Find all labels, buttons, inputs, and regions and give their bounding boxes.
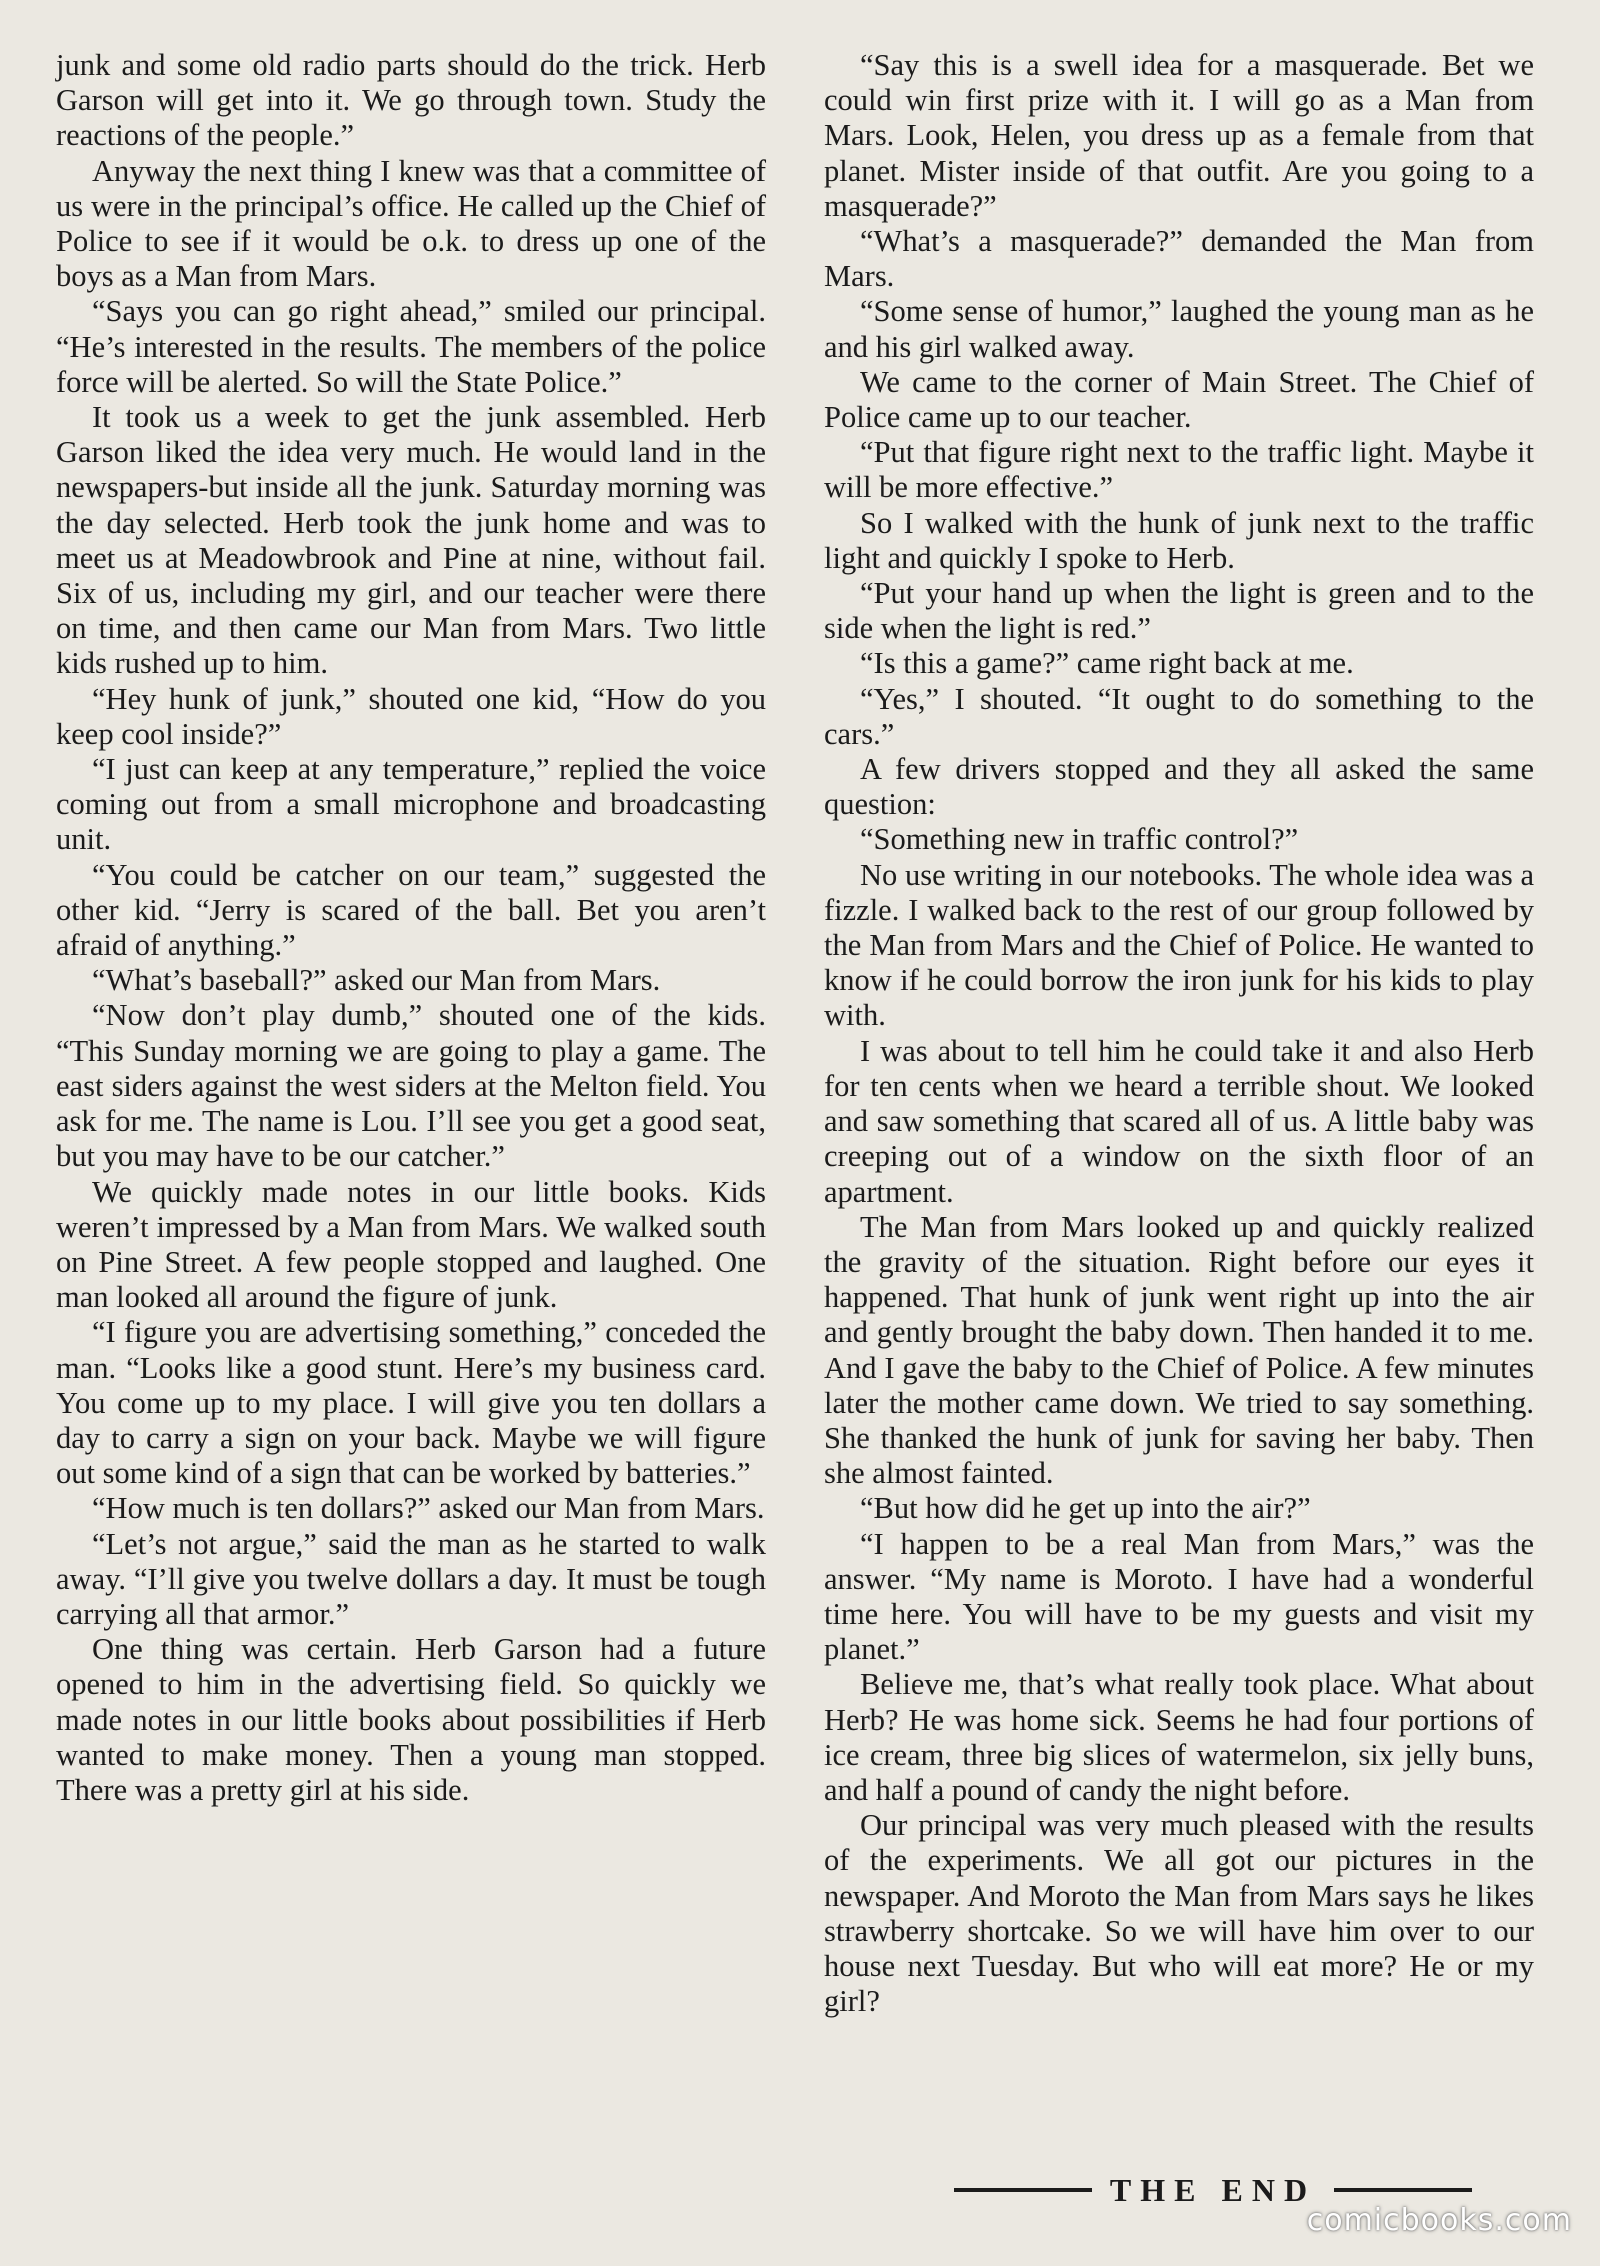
right-text-column xyxy=(824,48,1534,2019)
story-paragraph: “Say this is a swell idea for a masquerade. Bet we could win first prize with it. I will go as a Man from Mars. Look, Helen, you dress up as a female from that planet. Mister inside of that outfit. Are you going to a masquerade?” xyxy=(824,48,1534,223)
story-paragraph: It took us a week to get the junk assembled. Herb Garson liked the idea very much. He would land in the newspapers-but inside all the junk. Saturday morning was the day selected. Herb took the junk home and was to meet us at Meadowbrook and Pine at nine, without fail. Six of us, including my girl, and our teacher were there on time, and then came our Man from Mars. Two little kids rushed up to him. xyxy=(56,400,766,681)
story-paragraph: The Man from Mars looked up and quickly realized the gravity of the situation. Right before our eyes it happened. That hunk of junk went right up into the air and gently brought the baby down. Then handed it to me. And I gave the baby to the Chief of Police. A few minutes later the mother came down. We tried to say something. She thanked the hunk of junk for saving her baby. Then she almost fainted. xyxy=(824,1209,1534,1491)
story-paragraph: “Is this a game?” came right back at me. xyxy=(860,646,1354,681)
story-paragraph: “I just can keep at any temperature,” replied the voice coming out from a small microphone and broadcasting unit. xyxy=(56,752,766,857)
story-paragraph: “I happen to be a real Man from Mars,” was the answer. “My name is Moroto. I have had a wonderful time here. You will have to be my guests and visit my planet.” xyxy=(824,1526,1534,1667)
story-paragraph: junk and some old radio parts should do the trick. Herb Garson will get into it. We go through town. Study the reactions of the people.” xyxy=(56,48,766,153)
story-paragraph: We came to the corner of Main Street. The Chief of Police came up to our teacher. xyxy=(824,364,1534,435)
story-paragraph: “You could be catcher on our team,” suggested the other kid. “Jerry is scared of the ball. Bet you aren’t afraid of anything.” xyxy=(56,857,766,963)
story-paragraph: “Let’s not argue,” said the man as he started to walk away. “I’ll give you twelve dollars a day. It must be tough carrying all that armor.” xyxy=(56,1526,766,1631)
end-rule-left xyxy=(954,2188,1092,2192)
story-paragraph: “How much is ten dollars?” asked our Man from Mars. xyxy=(92,1491,765,1526)
story-paragraph: “Yes,” I shouted. “It ought to do something to the cars.” xyxy=(824,681,1534,751)
story-paragraph: Believe me, that’s what really took place. What about Herb? He was home sick. Seems he had four portions of ice cream, three big slices of watermelon, six jelly buns, and half a pound of candy the night before. xyxy=(824,1667,1534,1807)
story-paragraph: So I walked with the hunk of junk next to the traffic light and quickly I spoke to Herb. xyxy=(824,505,1534,575)
story-paragraph: We quickly made notes in our little books. Kids weren’t impressed by a Man from Mars. We walked south on Pine Street. A few people stopped and laughed. One man looked all around the figure of junk. xyxy=(56,1174,766,1315)
the-end-text: THE END xyxy=(1109,2171,1317,2208)
story-paragraph: “Put that figure right next to the traffic light. Maybe it will be more effective.” xyxy=(824,435,1534,505)
story-paragraph: “What’s a masquerade?” demanded the Man from Mars. xyxy=(824,224,1534,294)
story-paragraph: A few drivers stopped and they all asked the same question: xyxy=(824,752,1534,822)
story-paragraph: “Now don’t play dumb,” shouted one of the kids. “This Sunday morning we are going to play a game. The east siders against the west siders at the Melton field. You ask for me. The name is Lou. I’ll see you get a good seat, but you may have to be our catcher.” xyxy=(56,998,766,1174)
story-paragraph: Anyway the next thing I knew was that a committee of us were in the principal’s office. He called up the Chief of Police to see if it would be o.k. to dress up one of the boys as a Man from Mars. xyxy=(56,153,766,294)
story-paragraph: “Put your hand up when the light is green and to the side when the light is red.” xyxy=(824,576,1534,646)
story-paragraph: One thing was certain. Herb Garson had a future opened to him in the advertising field. So quickly we made notes in our little books about possibilities if Herb wanted to make money. Then a young man stopped. There was a pretty girl at his side. xyxy=(56,1632,766,1807)
end-rule-right xyxy=(1334,2188,1472,2192)
story-paragraph: No use writing in our notebooks. The whole idea was a fizzle. I walked back to the rest of our group followed by the Man from Mars and the Chief of Police. He wanted to know if he could borrow the iron junk for his kids to play with. xyxy=(824,857,1534,1033)
story-paragraph: “What’s baseball?” asked our Man from Mars. xyxy=(92,963,661,998)
story-paragraph: “Hey hunk of junk,” shouted one kid, “How do you keep cool inside?” xyxy=(56,681,766,751)
left-text-column xyxy=(56,48,766,1808)
story-paragraph: “But how did he get up into the air?” xyxy=(860,1491,1311,1526)
story-paragraph: “I figure you are advertising something,” conceded the man. “Looks like a good stunt. Here’s my business card. You come up to my place. I will give you ten dollars a day to carry a sign on your back. Maybe we will figure out some kind of a sign that can be worked by batteries.” xyxy=(56,1315,766,1491)
story-paragraph: Our principal was very much pleased with the results of the experiments. We all got our pictures in the newspaper. And Moroto the Man from Mars says he likes strawberry shortcake. So we will have him over to our house next Tuesday. But who will eat more? He or my girl? xyxy=(824,1808,1534,2019)
story-paragraph: “Says you can go right ahead,” smiled our principal. “He’s interested in the results. The members of the police force will be alerted. So will the State Police.” xyxy=(56,294,766,399)
story-paragraph: “Some sense of humor,” laughed the young man as he and his girl walked away. xyxy=(824,294,1534,364)
story-paragraph: I was about to tell him he could take it and also Herb for ten cents when we heard a terrible shout. We looked and saw something that scared all of us. A little baby was creeping out of a window on the sixth floor of an apartment. xyxy=(824,1033,1534,1209)
story-paragraph: “Something new in traffic control?” xyxy=(860,822,1299,857)
site-watermark: comicbooks.com xyxy=(1306,2203,1572,2238)
